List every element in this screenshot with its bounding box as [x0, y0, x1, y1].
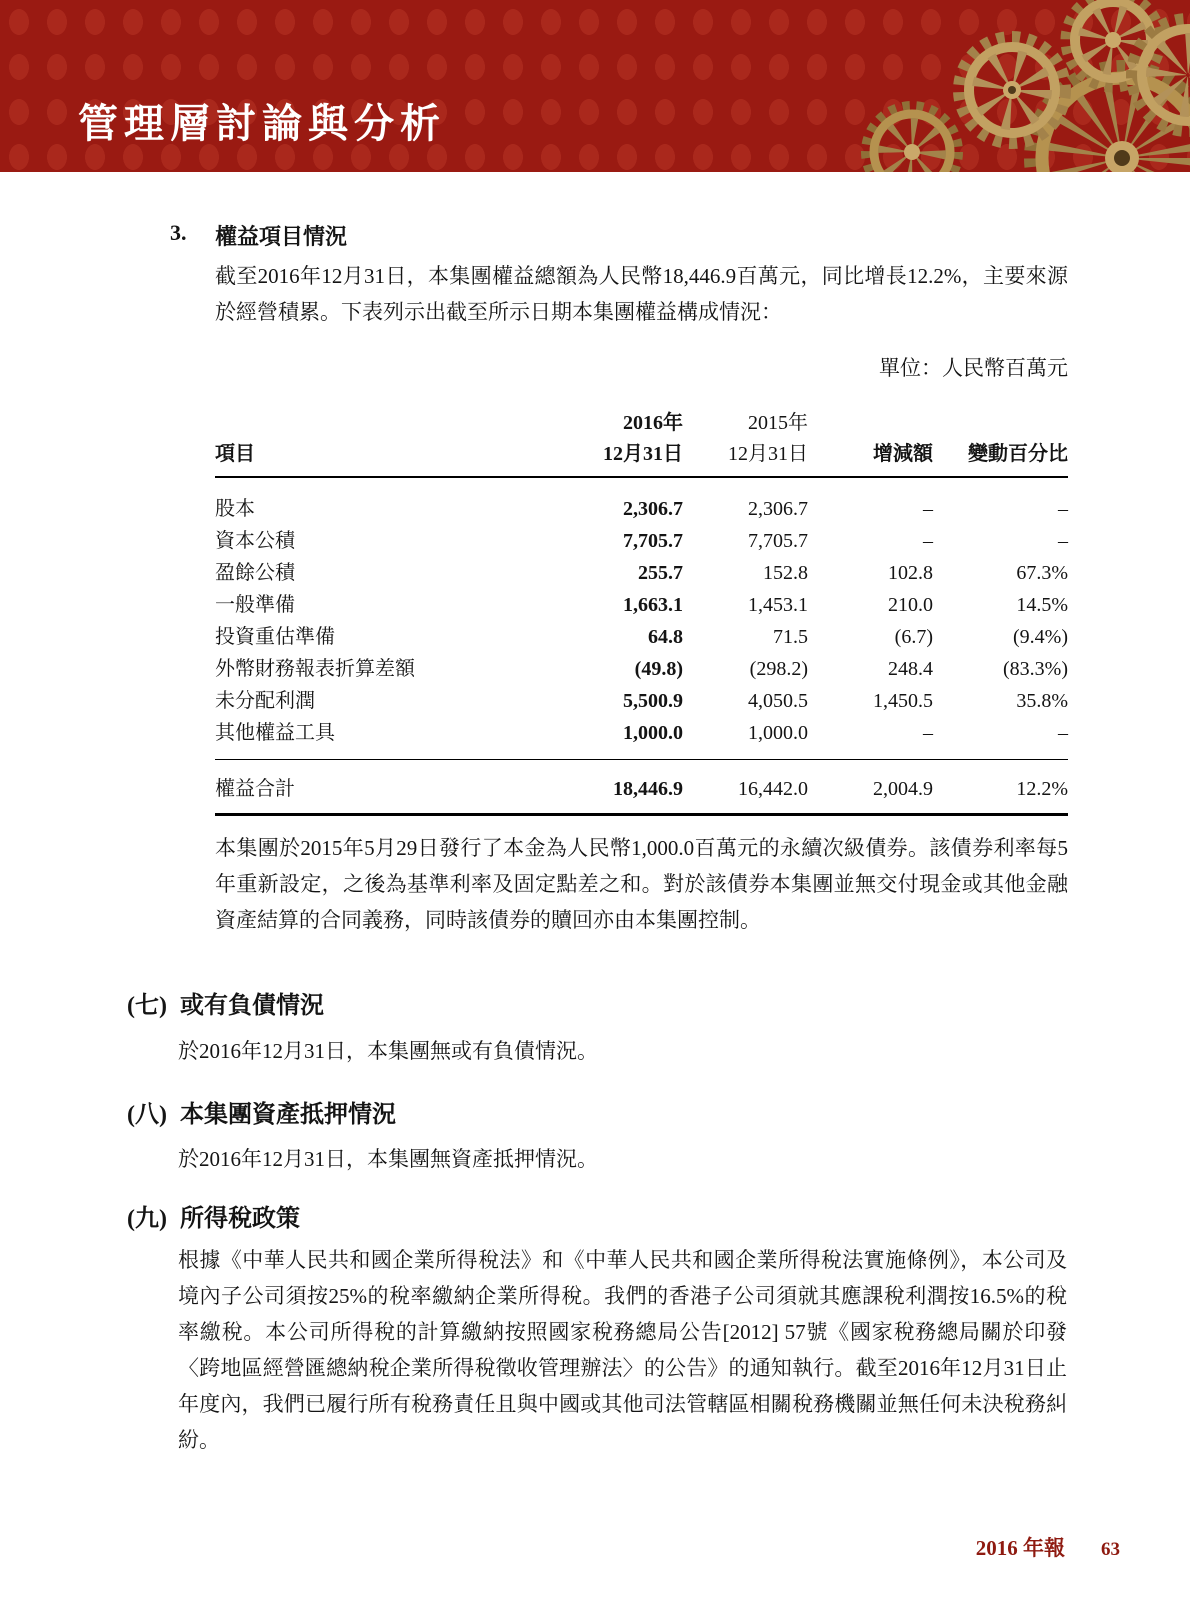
cell-y2016: 2,306.7 — [623, 498, 683, 520]
cell-pct: 67.3% — [1016, 562, 1068, 584]
cell-label: 未分配利潤 — [215, 690, 315, 712]
cell-label: 其他權益工具 — [215, 722, 335, 744]
table-row — [215, 589, 1068, 621]
cell-y2016: 1,663.1 — [623, 594, 683, 616]
section3-heading — [170, 220, 347, 251]
cell-label: 一般準備 — [215, 594, 295, 616]
gear-left — [867, 107, 957, 172]
cell-pct: – — [1058, 498, 1068, 520]
cell-change: – — [923, 530, 933, 552]
cell-y2015: 1,000.0 — [748, 722, 808, 744]
section3-intro-paragraph: 截至2016年12月31日，本集團權益總額為人民幣18,446.9百萬元，同比增長12.2%，主要來源於經營積累。下表列示出截至所示日期本集團權益構成情況： — [215, 264, 1068, 324]
cell-change: 1,450.5 — [873, 690, 933, 712]
cell-change: – — [923, 498, 933, 520]
cell-label: 外幣財務報表折算差額 — [215, 658, 415, 680]
equity-table-rows — [215, 478, 1068, 760]
section7-paragraph: 於2016年12月31日，本集團無或有負債情況。 — [178, 1039, 598, 1063]
table-row — [215, 685, 1068, 717]
header-change-pct: 變動百分比 — [968, 443, 1068, 465]
gear-right-edge — [1133, 20, 1190, 130]
total-change: 2,004.9 — [873, 778, 933, 800]
page-footer — [976, 1532, 1120, 1562]
cell-label: 資本公積 — [215, 530, 295, 552]
report-name: 2016 年報 — [975, 1536, 1065, 1560]
section9-heading — [127, 1198, 300, 1233]
cell-pct: 35.8% — [1016, 690, 1068, 712]
page-number: 63 — [1101, 1539, 1120, 1560]
equity-table-total-row — [215, 760, 1068, 816]
cell-y2016: 7,705.7 — [623, 530, 683, 552]
table-row — [215, 717, 1068, 749]
cell-pct: 14.5% — [1016, 594, 1068, 616]
cell-pct: (9.4%) — [1013, 626, 1068, 648]
unit-note: 單位：人民幣百萬元 — [879, 356, 1068, 380]
section8-number: (八) — [127, 1102, 167, 1128]
section8-heading — [127, 1094, 396, 1129]
cell-change: 102.8 — [888, 562, 933, 584]
section7-heading — [127, 985, 324, 1020]
header-2015: 2015年 12月31日 — [728, 412, 808, 465]
total-pct: 12.2% — [1016, 778, 1068, 800]
section9-paragraph: 根據《中華人民共和國企業所得稅法》和《中華人民共和國企業所得稅法實施條例》，本公司及境內子公司須按25%的稅率繳納企業所得稅。我們的香港子公司須就其應課稅利潤按16.5%的稅率繳稅。本公司所得稅的計算繳納按照國家稅務總局公告[2012] 57號《國家稅務總局關於印發〈跨地區經營匯總納稅企業所得稅徵收管理辦法〉的公告》的通知執行。截至2016年12月31日止年度內，我們已履行所有稅務責任且與中國或其他司法管轄區相關稅務機關並無任何未決稅務糾紛。 — [178, 1248, 1067, 1452]
cell-y2016: 64.8 — [648, 626, 683, 648]
table-row — [215, 621, 1068, 653]
table-row — [215, 493, 1068, 525]
perpetual-bond-note-paragraph: 本集團於2015年5月29日發行了本金為人民幣1,000.0百萬元的永續次級債券。該債券利率每5年重新設定，之後為基準利率及固定點差之和。對於該債券本集團並無交付現金或其他金融資產結算的合同義務，同時該債券的贖回亦由本集團控制。 — [215, 836, 1068, 932]
cell-pct: – — [1058, 530, 1068, 552]
cell-y2015: 1,453.1 — [748, 594, 808, 616]
section3-number: 3. — [170, 220, 187, 245]
page-banner — [0, 0, 1190, 172]
cell-y2015: 71.5 — [773, 626, 808, 648]
section8-paragraph: 於2016年12月31日，本集團無資產抵押情況。 — [178, 1147, 598, 1171]
cell-change: – — [923, 722, 933, 744]
cell-label: 股本 — [215, 498, 255, 520]
table-row — [215, 525, 1068, 557]
cell-change: (6.7) — [894, 626, 933, 648]
table-row — [215, 653, 1068, 685]
equity-table — [215, 408, 1068, 816]
cell-y2015: 2,306.7 — [748, 498, 808, 520]
section8-title: 本集團資產抵押情況 — [179, 1102, 396, 1128]
cell-y2016: 1,000.0 — [623, 722, 683, 744]
cell-change: 210.0 — [888, 594, 933, 616]
header-change: 增減額 — [873, 443, 933, 465]
cell-y2015: (298.2) — [749, 658, 808, 680]
cell-y2015: 4,050.5 — [748, 690, 808, 712]
cell-label: 盈餘公積 — [215, 562, 295, 584]
header-2016: 2016年 12月31日 — [603, 412, 683, 465]
cell-y2016: 5,500.9 — [623, 690, 683, 712]
section9-title: 所得稅政策 — [179, 1206, 300, 1232]
equity-table-header — [215, 408, 1068, 478]
cell-y2016: (49.8) — [634, 658, 683, 680]
header-item: 項目 — [215, 443, 255, 465]
gears-decoration-image — [860, 0, 1190, 172]
total-label: 權益合計 — [215, 778, 295, 800]
cell-label: 投資重估準備 — [215, 626, 335, 648]
total-2016: 18,446.9 — [613, 778, 683, 800]
section7-title: 或有負債情況 — [179, 993, 324, 1019]
page-title: 管理層討論與分析 — [78, 101, 446, 146]
table-row — [215, 557, 1068, 589]
cell-pct: (83.3%) — [1003, 658, 1068, 680]
cell-y2016: 255.7 — [638, 562, 683, 584]
section3-title: 權益項目情況 — [215, 224, 348, 249]
cell-change: 248.4 — [888, 658, 933, 680]
section9-number: (九) — [127, 1206, 167, 1232]
cell-y2015: 7,705.7 — [748, 530, 808, 552]
cell-y2015: 152.8 — [763, 562, 808, 584]
total-2015: 16,442.0 — [738, 778, 808, 800]
cell-pct: – — [1058, 722, 1068, 744]
section7-number: (七) — [127, 993, 167, 1019]
